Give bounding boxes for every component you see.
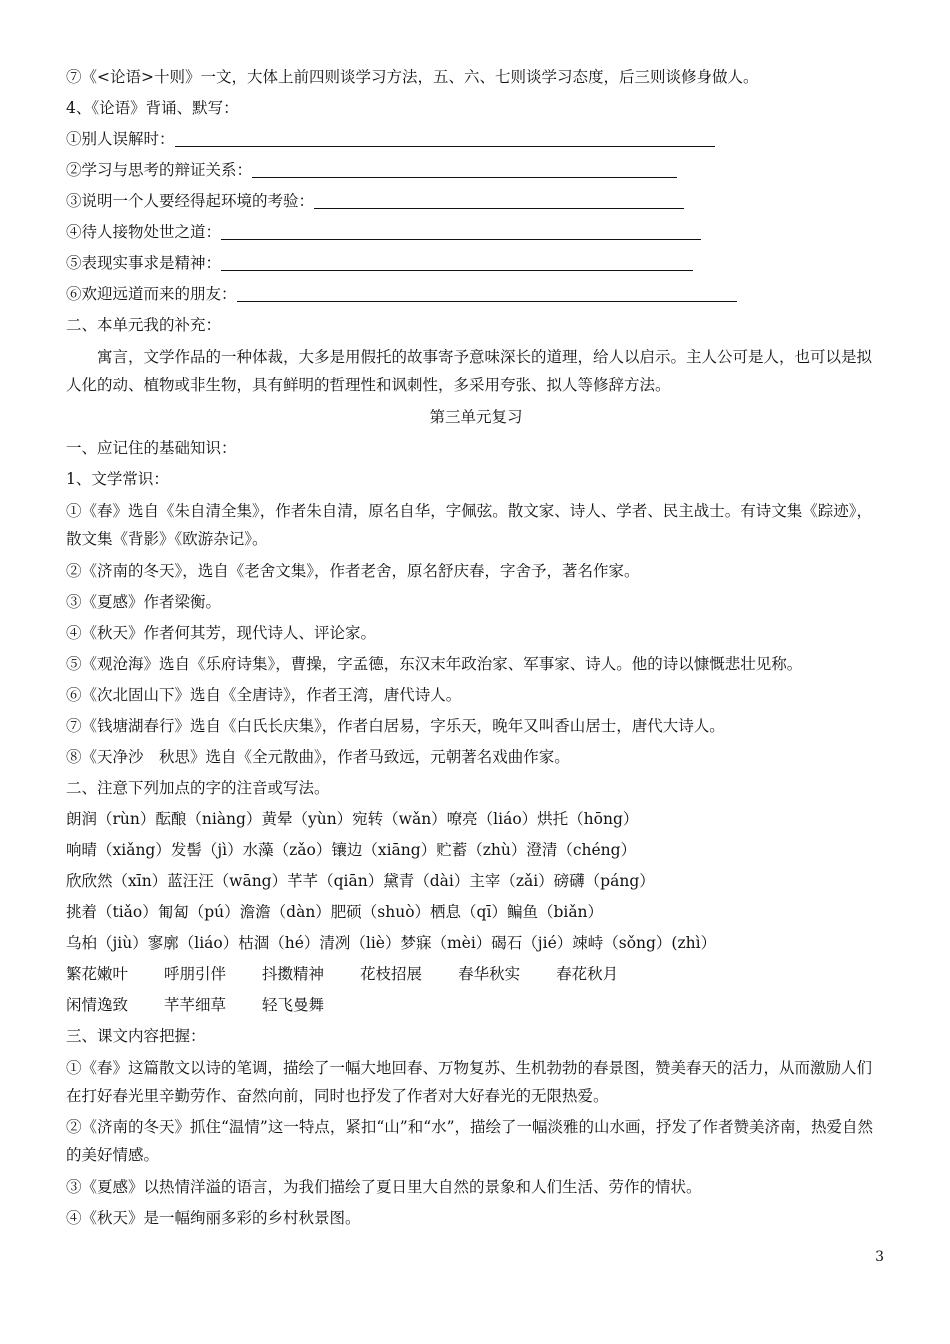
idiom: 春华秋实 — [458, 965, 521, 983]
pinyin-line: 欣欣然（xīn）蓝汪汪（wāng）芊芊（qiān）黛青（dài）主宰（zǎi）磅礴（páng） — [66, 872, 655, 890]
blank-prompt: ④待人接物处世之道： — [66, 223, 222, 241]
lit-item-5: ⑤《观沧海》选自《乐府诗集》，曹操，字孟德，东汉末年政治家、军事家、诗人。他的诗以慷慨悲壮见称。 — [66, 655, 803, 673]
content-item-4: ④《秋天》是一幅绚丽多彩的乡村秋景图。 — [66, 1209, 361, 1227]
fill-in-blank[interactable] — [314, 188, 684, 209]
blank-line-6 — [66, 279, 886, 310]
idiom-row-2 — [66, 990, 886, 1021]
pinyin-line: 挑着（tiǎo）匍匐（pú）澹澹（dàn）肥硕（shuò）栖息（qī）鳊鱼（biǎn） — [66, 903, 604, 921]
idiom: 花枝招展 — [360, 965, 423, 983]
content-item-2: ②《济南的冬天》抓住“温情”这一特点，紧扣“山”和“水”，描绘了一幅淡雅的山水画，抒发了作者赞美济南，热爱自然的美好情感。 — [66, 1118, 874, 1164]
idiom: 抖擞精神 — [262, 965, 325, 983]
basics-heading: 一、应记住的基础知识： — [66, 439, 237, 457]
blank-line-4 — [66, 217, 886, 248]
idiom: 芊芊细草 — [164, 996, 227, 1014]
document-page — [66, 62, 886, 1234]
literature-heading: 1、文学常识： — [66, 470, 169, 488]
recite-heading: 4、《论语》背诵、默写： — [66, 99, 239, 117]
content-item-1: ①《春》这篇散文以诗的笔调，描绘了一幅大地回春、万物复苏、生机勃勃的春景图，赞美春天的活力，从而激励人们在打好春光里辛勤劳作、奋然向前，同时也抒发了作者对大好春光的无限热爱。 — [66, 1059, 873, 1105]
page-number: 3 — [875, 1249, 884, 1265]
pinyin-line: 响晴（xiǎng）发髻（jì）水藻（zǎo）镶边（xiāng）贮蓄（zhù）澄清（chéng） — [66, 841, 637, 859]
lunyu-item-7: ⑦《<论语>十则》一文，大体上前四则谈学习方法，五、六、七则谈学习态度，后三则谈修身做人。 — [66, 68, 759, 86]
idiom: 春花秋月 — [556, 965, 619, 983]
idiom: 闲情逸致 — [66, 996, 129, 1014]
lit-item-6: ⑥《次北固山下》选自《全唐诗》，作者王湾，唐代诗人。 — [66, 686, 462, 704]
idiom: 轻飞曼舞 — [262, 996, 325, 1014]
blank-line-1 — [66, 124, 886, 155]
pinyin-line: 乌桕（jiù）寥廓（liáo）枯涸（hé）清冽（liè）梦寐（mèi）碣石（jié）竦峙（sǒng）(zhì） — [66, 934, 717, 952]
fill-in-blank[interactable] — [175, 126, 715, 147]
blank-prompt: ⑥欢迎远道而来的朋友： — [66, 285, 237, 303]
lit-item-3: ③《夏感》作者梁衡。 — [66, 593, 222, 611]
lit-item-2: ②《济南的冬天》，选自《老舍文集》，作者老舍，原名舒庆春，字舍予，著名作家。 — [66, 562, 640, 580]
content-item-3: ③《夏感》以热情洋溢的语言，为我们描绘了夏日里大自然的景象和人们生活、劳作的情状。 — [66, 1178, 702, 1196]
supplement-heading: 二、本单元我的补充： — [66, 316, 222, 334]
blank-line-3 — [66, 186, 886, 217]
blank-prompt: ②学习与思考的辩证关系： — [66, 161, 253, 179]
lit-item-7: ⑦《钱塘湖春行》选自《白氏长庆集》，作者白居易，字乐天，晚年又叫香山居士，唐代大诗人。 — [66, 717, 725, 735]
blank-prompt: ③说明一个人要经得起环境的考验： — [66, 192, 315, 210]
idiom: 繁花嫩叶 — [66, 965, 129, 983]
lit-item-8: ⑧《天净沙 秋思》选自《全元散曲》，作者马致远，元朝著名戏曲作家。 — [66, 748, 570, 766]
fill-in-blank[interactable] — [252, 157, 677, 178]
blank-line-5 — [66, 248, 886, 279]
blank-prompt: ①别人误解时： — [66, 130, 175, 148]
blank-line-2 — [66, 155, 886, 186]
fill-in-blank[interactable] — [221, 250, 693, 271]
idiom-row-1 — [66, 959, 886, 990]
lit-item-1: ①《春》选自《朱自清全集》，作者朱自清，原名自华，字佩弦。散文家、诗人、学者、民主战士。有诗文集《踪迹》，散文集《背影》《欧游杂记》。 — [66, 502, 873, 548]
blank-prompt: ⑤表现实事求是精神： — [66, 254, 222, 272]
fill-in-blank[interactable] — [237, 281, 737, 302]
lit-item-4: ④《秋天》作者何其芳，现代诗人、评论家。 — [66, 624, 377, 642]
pinyin-line: 朗润（rùn）酝酿（niàng）黄晕（yùn）宛转（wǎn）嘹亮（liáo）烘托（hōng） — [66, 810, 639, 828]
pinyin-heading: 二、注意下列加点的字的注音或写法。 — [66, 779, 330, 797]
supplement-paragraph: 寓言，文学作品的一种体裁，大多是用假托的故事寄予意味深长的道理，给人以启示。主人公可是人，也可以是拟人化的动、植物或非生物，具有鲜明的哲理性和讽刺性，多采用夸张、拟人等修辞方法。 — [66, 348, 873, 394]
idiom: 呼朋引伴 — [164, 965, 227, 983]
fill-in-blank[interactable] — [221, 219, 701, 240]
content-heading: 三、课文内容把握： — [66, 1027, 206, 1045]
unit3-title: 第三单元复习 — [429, 408, 523, 426]
